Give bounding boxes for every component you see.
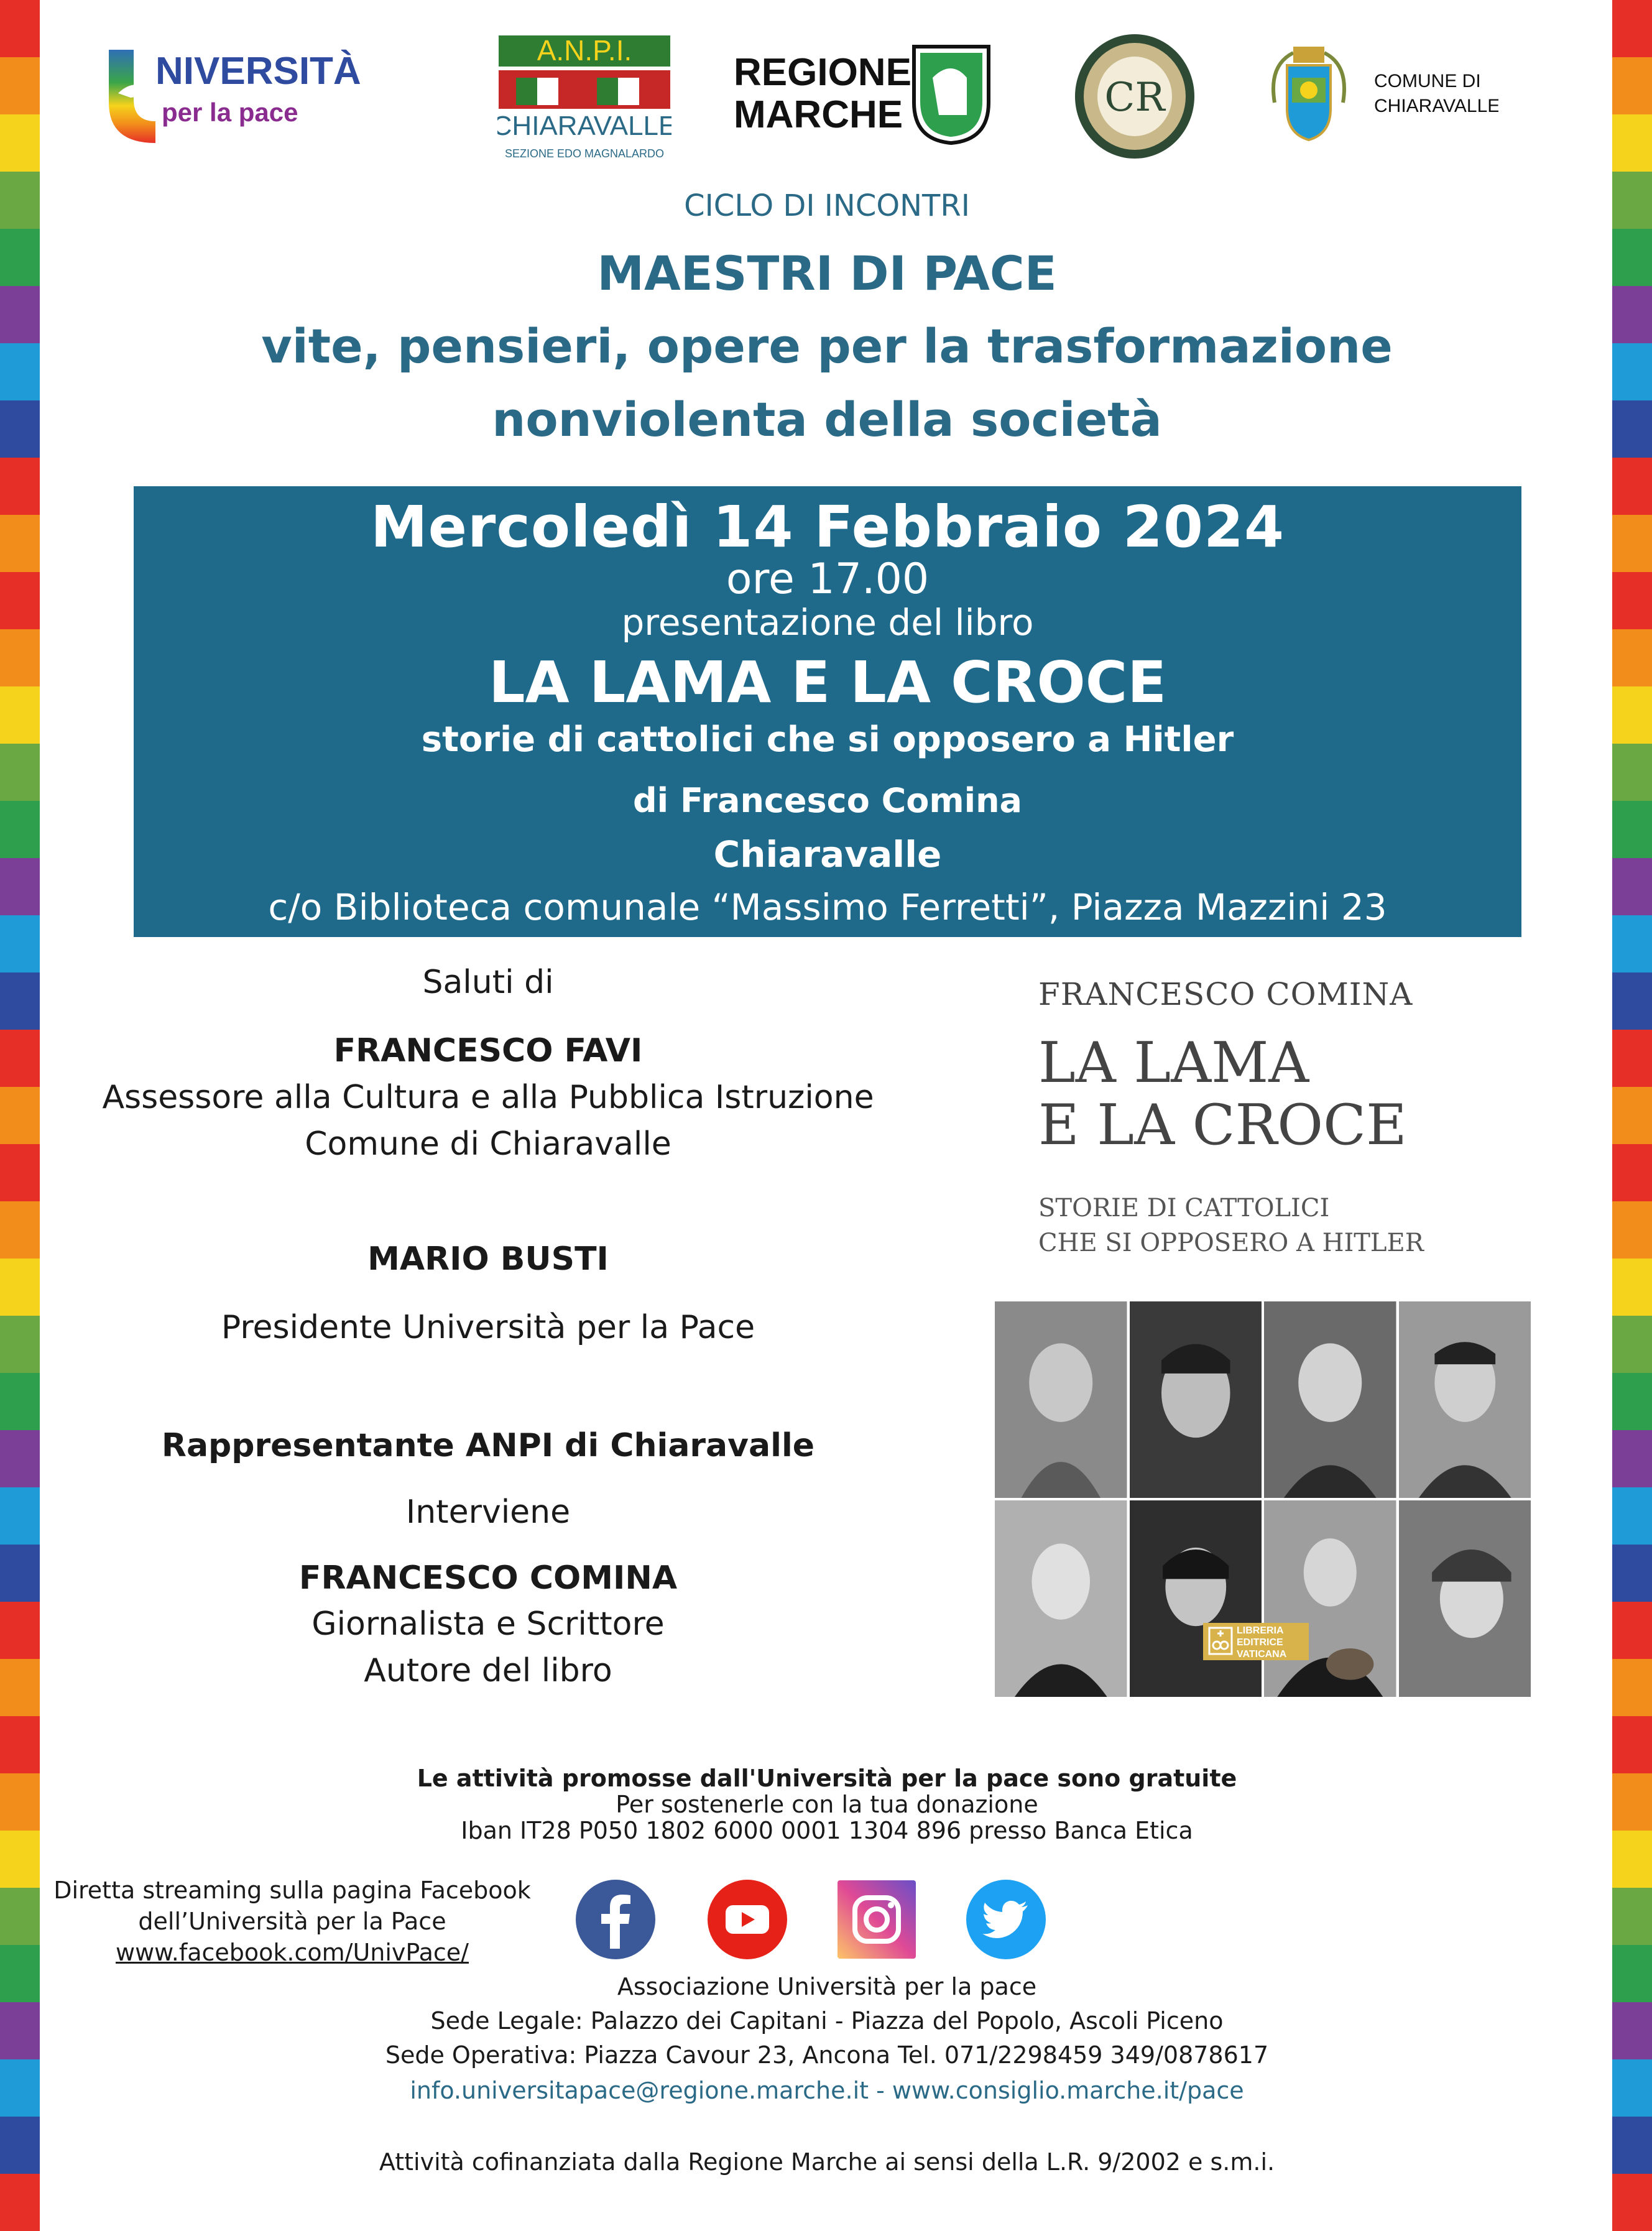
rainbow-segment bbox=[0, 744, 40, 801]
instagram-icon[interactable] bbox=[836, 1879, 917, 1960]
rainbow-segment bbox=[1612, 572, 1652, 629]
rainbow-segment bbox=[1612, 1316, 1652, 1373]
rainbow-segment bbox=[0, 2174, 40, 2231]
rainbow-segment bbox=[0, 1316, 40, 1373]
rainbow-segment bbox=[0, 915, 40, 972]
rainbow-segment bbox=[0, 972, 40, 1030]
rainbow-segment bbox=[1612, 1545, 1652, 1602]
rainbow-segment bbox=[1612, 1888, 1652, 1945]
rainbow-segment bbox=[1612, 2002, 1652, 2059]
rainbow-segment bbox=[1612, 2059, 1652, 2117]
rainbow-segment bbox=[0, 2117, 40, 2174]
consiglio-monogram: CR bbox=[1104, 75, 1165, 121]
rainbow-segment bbox=[0, 400, 40, 458]
rainbow-segment bbox=[0, 1888, 40, 1945]
rainbow-segment bbox=[1612, 1373, 1652, 1430]
cover-title-line1: LA LAMA bbox=[1038, 1030, 1309, 1096]
cycle-label: CICLO DI INCONTRI bbox=[684, 188, 970, 223]
facebook-icon[interactable] bbox=[575, 1879, 656, 1960]
rainbow-segment bbox=[0, 114, 40, 172]
rainbow-segment bbox=[0, 57, 40, 114]
operative-seat: Sede Operativa: Piazza Cavour 23, Ancona Tel. 071/2298459 349/0878617 bbox=[385, 2041, 1269, 2069]
speaker-role: Giornalista e Scrittore bbox=[311, 1605, 665, 1643]
publisher-line2: EDITRICE bbox=[1237, 1637, 1283, 1648]
rainbow-segment bbox=[0, 686, 40, 744]
rainbow-segment bbox=[0, 229, 40, 286]
rainbow-segment bbox=[0, 286, 40, 343]
rainbow-segment bbox=[0, 1945, 40, 2002]
speaker-role: Comune di Chiaravalle bbox=[305, 1125, 671, 1163]
speaker-name: FRANCESCO COMINA bbox=[298, 1559, 678, 1597]
streaming-info bbox=[44, 1875, 541, 1968]
rainbow-segment bbox=[1612, 400, 1652, 458]
event-date: Mercoledì 14 Febbraio 2024 bbox=[371, 494, 1285, 560]
rainbow-segment bbox=[1612, 686, 1652, 744]
rainbow-segment bbox=[1612, 1716, 1652, 1773]
rainbow-segment bbox=[0, 2059, 40, 2117]
rainbow-segment bbox=[0, 2002, 40, 2059]
rainbow-segment bbox=[1612, 515, 1652, 572]
rainbow-segment bbox=[1612, 801, 1652, 858]
rainbow-segment bbox=[0, 1487, 40, 1545]
event-banner bbox=[134, 486, 1521, 937]
anpi-chiaravalle-logo bbox=[497, 34, 671, 165]
donation-note: Per sostenerle con la tua donazione bbox=[616, 1791, 1038, 1818]
rainbow-segment bbox=[1612, 57, 1652, 114]
event-type: presentazione del libro bbox=[621, 601, 1034, 644]
portrait-photo bbox=[1130, 1301, 1262, 1498]
rainbow-segment bbox=[1612, 343, 1652, 400]
rainbow-segment bbox=[0, 1430, 40, 1487]
comune-logo-line1: COMUNE DI bbox=[1374, 71, 1481, 91]
rainbow-segment bbox=[1612, 1030, 1652, 1087]
event-city: Chiaravalle bbox=[713, 833, 942, 875]
rainbow-segment bbox=[0, 1087, 40, 1144]
portrait-photo bbox=[1264, 1301, 1396, 1498]
rainbow-segment bbox=[1612, 1602, 1652, 1659]
comune-chiaravalle-logo bbox=[1262, 40, 1498, 152]
portrait-photo bbox=[1399, 1301, 1531, 1498]
rainbow-border-left bbox=[0, 0, 40, 2181]
publisher-line3: VATICANA bbox=[1237, 1649, 1287, 1660]
twitter-icon[interactable] bbox=[966, 1879, 1046, 1960]
rainbow-segment bbox=[0, 1545, 40, 1602]
association-name: Associazione Università per la pace bbox=[617, 1973, 1037, 2000]
cover-author: FRANCESCO COMINA bbox=[1038, 976, 1413, 1012]
rainbow-segment bbox=[0, 572, 40, 629]
rainbow-segment bbox=[0, 1259, 40, 1316]
cover-title-line2: E LA CROCE bbox=[1038, 1092, 1407, 1158]
rainbow-segment bbox=[1612, 229, 1652, 286]
cover-subtitle-line2: CHE SI OPPOSERO A HITLER bbox=[1038, 1229, 1424, 1257]
rainbow-segment bbox=[0, 1716, 40, 1773]
rainbow-segment bbox=[1612, 1831, 1652, 1888]
publisher-badge bbox=[1203, 1623, 1309, 1660]
rainbow-segment bbox=[1612, 1087, 1652, 1144]
series-subtitle-line1: vite, pensieri, opere per la trasformazione bbox=[261, 318, 1393, 374]
rainbow-segment bbox=[0, 172, 40, 229]
portrait-photo bbox=[1399, 1500, 1531, 1697]
rainbow-segment bbox=[0, 1030, 40, 1087]
free-activities-note: Le attività promosse dall'Università per la pace sono gratuite bbox=[417, 1765, 1237, 1792]
legal-seat: Sede Legale: Palazzo dei Capitani - Piazza del Popolo, Ascoli Piceno bbox=[430, 2007, 1224, 2035]
rainbow-segment bbox=[1612, 1144, 1652, 1201]
rainbow-segment bbox=[1612, 1487, 1652, 1545]
rainbow-segment bbox=[1612, 744, 1652, 801]
marche-logo-text: MARCHE bbox=[734, 93, 903, 136]
rainbow-segment bbox=[0, 0, 40, 57]
rainbow-segment bbox=[1612, 1259, 1652, 1316]
rainbow-segment bbox=[1612, 2117, 1652, 2174]
anpi-logo-text: A.N.P.I. bbox=[537, 34, 632, 67]
speaker-name: Rappresentante ANPI di Chiaravalle bbox=[161, 1427, 815, 1464]
logo-bar bbox=[99, 28, 1542, 171]
rainbow-segment bbox=[0, 858, 40, 915]
universita-logo-subtext: per la pace bbox=[162, 98, 298, 127]
greetings-label: Saluti di bbox=[422, 964, 554, 1001]
rainbow-segment bbox=[0, 1831, 40, 1888]
rainbow-segment bbox=[1612, 286, 1652, 343]
youtube-icon[interactable] bbox=[707, 1879, 788, 1960]
rainbow-segment bbox=[1612, 2174, 1652, 2231]
rainbow-segment bbox=[1612, 0, 1652, 57]
book-subtitle: storie di cattolici che si opposero a Hitler bbox=[421, 719, 1234, 760]
facebook-page-link[interactable]: www.facebook.com/UnivPace/ bbox=[116, 1939, 469, 1966]
rainbow-segment bbox=[1612, 1945, 1652, 2002]
speaker-name: FRANCESCO FAVI bbox=[333, 1032, 643, 1069]
rainbow-border-right bbox=[1612, 0, 1652, 2181]
publisher-line1: LIBRERIA bbox=[1237, 1625, 1284, 1636]
streaming-line2: dell’Università per la Pace bbox=[138, 1908, 446, 1935]
rainbow-segment bbox=[1612, 972, 1652, 1030]
portrait-photo bbox=[995, 1301, 1127, 1498]
rainbow-segment bbox=[1612, 629, 1652, 686]
rainbow-segment bbox=[0, 515, 40, 572]
anpi-place-text: CHIARAVALLE bbox=[497, 111, 671, 141]
speaker-role: Autore del libro bbox=[364, 1652, 612, 1689]
portrait-photo bbox=[1130, 1500, 1262, 1697]
speaker-name: MARIO BUSTI bbox=[367, 1240, 609, 1278]
portrait-photo bbox=[1264, 1500, 1396, 1697]
rainbow-segment bbox=[0, 1201, 40, 1259]
rainbow-segment bbox=[1612, 858, 1652, 915]
regione-logo-text: REGIONE bbox=[734, 51, 911, 94]
portrait-photo bbox=[995, 1500, 1127, 1697]
rainbow-segment bbox=[1612, 1201, 1652, 1259]
regione-marche-logo bbox=[734, 40, 1001, 146]
rainbow-segment bbox=[1612, 915, 1652, 972]
speaker-role: Presidente Università per la Pace bbox=[221, 1309, 755, 1346]
rainbow-segment bbox=[0, 1373, 40, 1430]
anpi-section-text: SEZIONE EDO MAGNALARDO bbox=[504, 147, 665, 160]
speaker-role: Assessore alla Cultura e alla Pubblica Istruzione bbox=[102, 1079, 874, 1116]
rainbow-segment bbox=[0, 343, 40, 400]
rainbow-segment bbox=[0, 1602, 40, 1659]
rainbow-segment bbox=[0, 1659, 40, 1716]
keys-emblem-icon bbox=[1208, 1627, 1233, 1655]
rainbow-segment bbox=[0, 458, 40, 515]
rainbow-segment bbox=[0, 801, 40, 858]
rainbow-segment bbox=[1612, 1430, 1652, 1487]
intervention-label: Interviene bbox=[405, 1494, 571, 1531]
event-venue: c/o Biblioteca comunale “Massimo Ferretti”, Piazza Mazzini 23 bbox=[268, 886, 1387, 928]
rainbow-segment bbox=[1612, 114, 1652, 172]
book-title: LA LAMA E LA CROCE bbox=[488, 649, 1167, 716]
rainbow-segment bbox=[1612, 1659, 1652, 1716]
rainbow-segment bbox=[0, 1144, 40, 1201]
series-subtitle-line2: nonviolenta della società bbox=[492, 392, 1162, 447]
rainbow-segment bbox=[1612, 458, 1652, 515]
series-title: MAESTRI DI PACE bbox=[597, 246, 1057, 301]
event-time: ore 17.00 bbox=[726, 555, 930, 604]
cover-subtitle-line1: STORIE DI CATTOLICI bbox=[1038, 1194, 1330, 1222]
cofinancing-note: Attività cofinanziata dalla Regione Marche ai sensi della L.R. 9/2002 e s.m.i. bbox=[379, 2148, 1275, 2176]
streaming-line1: Diretta streaming sulla pagina Facebook bbox=[53, 1877, 531, 1904]
comune-logo-line2: CHIARAVALLE bbox=[1374, 96, 1498, 116]
contact-links[interactable]: info.universitapace@regione.marche.it - www.consiglio.marche.it/pace bbox=[410, 2077, 1244, 2104]
universita-per-la-pace-logo bbox=[106, 40, 417, 146]
rainbow-segment bbox=[0, 1773, 40, 1831]
iban-text: Iban IT28 P050 1802 6000 0001 1304 896 presso Banca Etica bbox=[461, 1817, 1193, 1844]
rainbow-segment bbox=[1612, 172, 1652, 229]
consiglio-regionale-seal bbox=[1073, 31, 1197, 162]
universita-logo-text: NIVERSITÀ bbox=[155, 50, 361, 93]
rainbow-segment bbox=[0, 629, 40, 686]
book-author: di Francesco Comina bbox=[633, 781, 1022, 820]
rainbow-segment bbox=[1612, 1773, 1652, 1831]
